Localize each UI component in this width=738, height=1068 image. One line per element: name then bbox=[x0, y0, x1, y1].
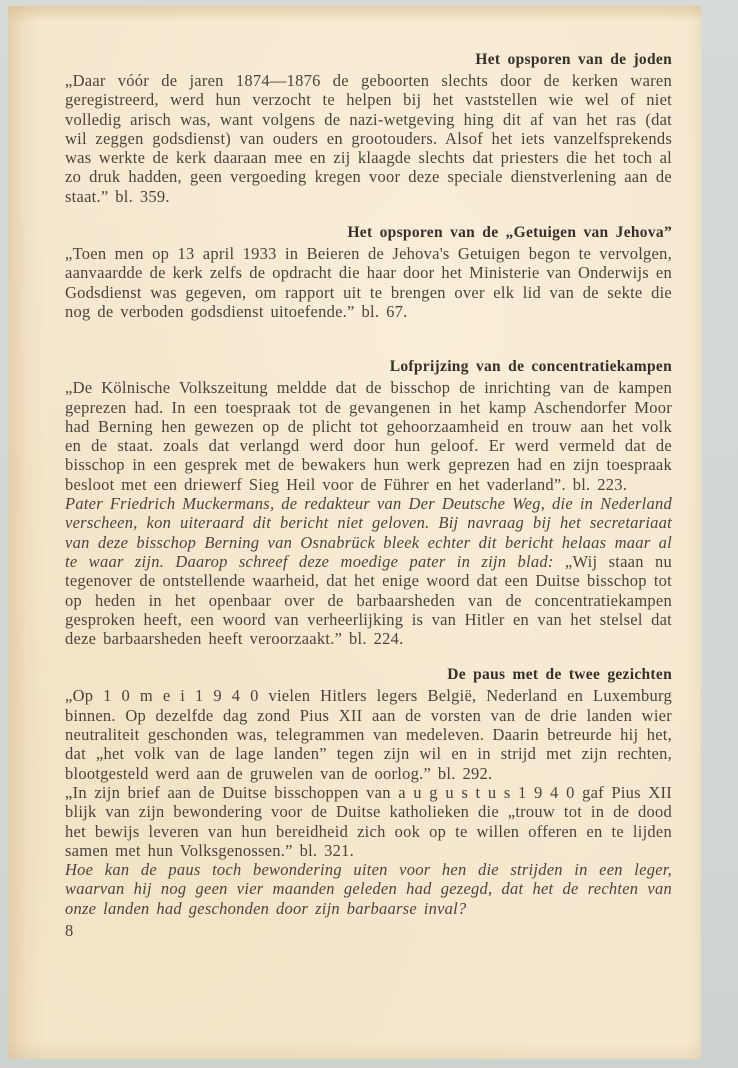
paragraph: „In zijn brief aan de Duitse bisschoppen van a u g u s t u s 1 9 4 0 gaf Pius XII blijk van zijn bewondering voor de Duitse katholieken die „trouw tot in de dood het bewijs leveren van hun bereidheid zich ook op te willen offeren en te lijden samen met hun Volksgenossen.” bl. 321. bbox=[65, 782, 672, 860]
page-number: 8 bbox=[65, 920, 74, 940]
paragraph: „Toen men op 13 april 1933 in Beieren de Jehova's Getuigen begon te vervolgen, aanvaardde de kerk zelfs de opdracht die haar door het Ministerie van Onderwijs en Godsdienst was gegeven, om rapport uit te brengen over elk lid van de sekte die nog de verboden godsdienst uitoefende.” bl. 67. bbox=[65, 244, 672, 321]
paragraph: „Op 1 0 m e i 1 9 4 0 vielen Hitlers legers België, Nederland en Luxemburg binnen. Op dezelfde dag zond Pius XII aan de vorsten van de drie landen wier neutraliteit geschonden was, telegrammen van medeleven. Daarin betreurde hij het, dat „het volk van de lage landen” tegen zijn wil en in strijd met zijn rechten, blootgesteld werd aan de gruwelen van de oorlog.” bl. 292. bbox=[65, 686, 672, 783]
section-opsporen-joden bbox=[65, 50, 672, 206]
commentary-quote-text: „Wij staan nu tegenover de ontstellende waarheid, dat het enige woord dat een Duitse bisschop tot op heden in het openbaar over de barbaarsheden van de concentratiekampen gesproken heeft, een woord van verheerlijking is van Hitler en van het stelsel dat deze barbaarsheden heeft veroorzaakt.” bl. 224. bbox=[65, 551, 672, 649]
section-heading: De paus met de twee gezichten bbox=[447, 666, 672, 684]
section-heading: Het opsporen van de joden bbox=[475, 51, 672, 68]
section-paus-twee-gezichten bbox=[65, 665, 672, 918]
section-heading: Lofprijzing van de concentratiekampen bbox=[389, 358, 672, 376]
paragraph-commentary-italic: Hoe kan de paus toch bewondering uiten voor hen die strijden in een leger, waarvan hij nog geen vier maanden geleden had gezegd, dat het de rechten van onze landen had geschonden door zijn barbaarse inval? bbox=[65, 860, 672, 918]
paragraph: „Daar vóór de jaren 1874—1876 de geboorten slechts door de kerken waren geregistreerd, werd hun verzocht te helpen bij het vaststellen wie wel of niet volledig arisch was, want volgens de nazi-wetgeving hing dit af van het ras (dat wil zeggen godsdienst) van ouders en grootouders. Alsof het iets vanzelfsprekends was werkte de kerk daaraan mee en zij klaagde slechts dat priesters die het toch al zo druk hadden, geen vergoeding kregen voor deze speciale dienstverlening aan de staat.” bl. 359. bbox=[65, 71, 672, 206]
paragraph-commentary bbox=[65, 494, 672, 648]
section-getuigen-jehova bbox=[65, 223, 672, 321]
section-lofprijzing bbox=[65, 357, 672, 648]
paragraph: „De Kölnische Volkszeitung meldde dat de bisschop de inrichting van de kampen geprezen had. In een toespraak tot de gevangenen in het kamp Aschendorfer Moor had Berning hen gewezen op de plicht tot gehoorzaamheid en trouw aan het volk en de staat. zoals dat verlangd werd door hun geloof. Er werd vermeld dat de bisschop in een gesprek met de bewakers hun werk geprezen had en zijn toespraak besloot met een driewerf Sieg Heil voor de Führer en het vaderland”. bl. 223. bbox=[65, 378, 672, 494]
book-page bbox=[8, 6, 701, 1059]
section-heading: Het opsporen van de „Getuigen van Jehova” bbox=[347, 224, 672, 242]
commentary-italic-text: Pater Friedrich Muckermans, de redakteur van Der Deutsche Weg, die in Nederland verscheen, kon uiteraard dit bericht niet geloven. Bij navraag bij het secretariaat van deze bisschop Berning van Osnabrück bleek echter dit bericht helaas maar al te waar zijn. Daarop schreef deze moedige pater in zijn blad: bbox=[65, 494, 672, 571]
